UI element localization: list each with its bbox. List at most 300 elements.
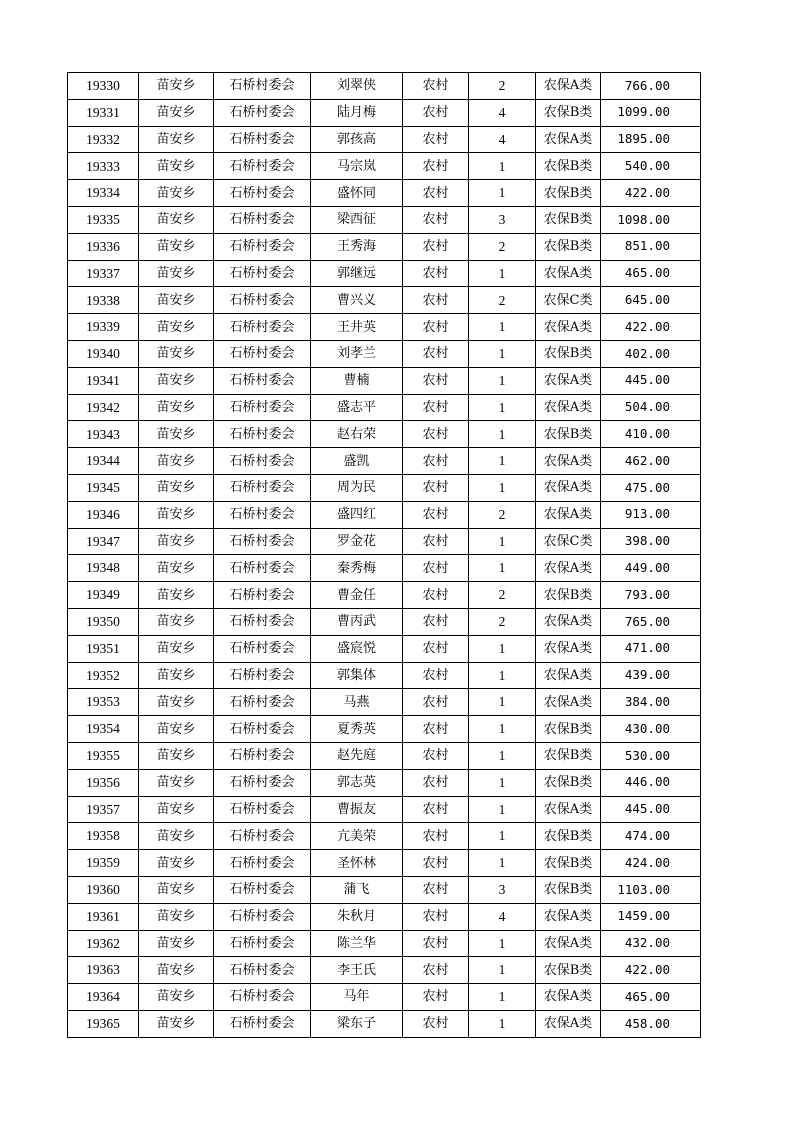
person-name-cell: 梁东子 [311,1010,403,1037]
amount-cell: 439.00 [601,662,701,689]
amount-cell: 465.00 [601,260,701,287]
township-cell: 苗安乡 [139,233,214,260]
insurance-category-cell: 农保A类 [536,501,601,528]
insurance-category-cell: 农保A类 [536,126,601,153]
record-id-cell: 19352 [68,662,139,689]
table-row [68,180,701,207]
area-type-cell: 农村 [403,1010,469,1037]
table-row [68,555,701,582]
township-cell: 苗安乡 [139,957,214,984]
table-row [68,394,701,421]
person-name-cell: 刘孝兰 [311,340,403,367]
area-type-cell: 农村 [403,73,469,100]
village-committee-cell: 石桥村委会 [214,957,311,984]
person-name-cell: 郭继远 [311,260,403,287]
household-count-cell: 1 [469,421,536,448]
table-row [68,126,701,153]
area-type-cell: 农村 [403,635,469,662]
village-committee-cell: 石桥村委会 [214,367,311,394]
village-committee-cell: 石桥村委会 [214,474,311,501]
area-type-cell: 农村 [403,206,469,233]
amount-cell: 410.00 [601,421,701,448]
person-name-cell: 盛凯 [311,448,403,475]
village-committee-cell: 石桥村委会 [214,769,311,796]
record-id-cell: 19332 [68,126,139,153]
township-cell: 苗安乡 [139,876,214,903]
village-committee-cell: 石桥村委会 [214,635,311,662]
household-count-cell: 1 [469,930,536,957]
area-type-cell: 农村 [403,582,469,609]
person-name-cell: 曹金任 [311,582,403,609]
area-type-cell: 农村 [403,984,469,1011]
township-cell: 苗安乡 [139,662,214,689]
insurance-category-cell: 农保B类 [536,206,601,233]
record-id-cell: 19333 [68,153,139,180]
person-name-cell: 周为民 [311,474,403,501]
township-cell: 苗安乡 [139,689,214,716]
area-type-cell: 农村 [403,850,469,877]
village-committee-cell: 石桥村委会 [214,99,311,126]
amount-cell: 422.00 [601,957,701,984]
household-count-cell: 1 [469,260,536,287]
insurance-category-cell: 农保B类 [536,957,601,984]
area-type-cell: 农村 [403,796,469,823]
insurance-category-cell: 农保B类 [536,180,601,207]
record-id-cell: 19349 [68,582,139,609]
village-committee-cell: 石桥村委会 [214,850,311,877]
township-cell: 苗安乡 [139,555,214,582]
amount-cell: 530.00 [601,742,701,769]
table-row [68,984,701,1011]
township-cell: 苗安乡 [139,635,214,662]
person-name-cell: 盛宸悦 [311,635,403,662]
table-row [68,769,701,796]
household-count-cell: 1 [469,474,536,501]
insurance-category-cell: 农保A类 [536,448,601,475]
township-cell: 苗安乡 [139,367,214,394]
insurance-category-cell: 农保A类 [536,662,601,689]
person-name-cell: 刘翠侠 [311,73,403,100]
township-cell: 苗安乡 [139,73,214,100]
township-cell: 苗安乡 [139,314,214,341]
amount-cell: 1103.00 [601,876,701,903]
amount-cell: 462.00 [601,448,701,475]
township-cell: 苗安乡 [139,984,214,1011]
township-cell: 苗安乡 [139,501,214,528]
amount-cell: 765.00 [601,608,701,635]
household-count-cell: 2 [469,608,536,635]
table-row [68,823,701,850]
amount-cell: 1895.00 [601,126,701,153]
amount-cell: 645.00 [601,287,701,314]
roster-table [67,72,701,1038]
amount-cell: 430.00 [601,716,701,743]
table-row [68,957,701,984]
table-row [68,233,701,260]
person-name-cell: 盛四红 [311,501,403,528]
area-type-cell: 农村 [403,501,469,528]
record-id-cell: 19364 [68,984,139,1011]
township-cell: 苗安乡 [139,260,214,287]
insurance-category-cell: 农保B类 [536,742,601,769]
household-count-cell: 1 [469,528,536,555]
area-type-cell: 农村 [403,260,469,287]
table-row [68,930,701,957]
household-count-cell: 1 [469,367,536,394]
record-id-cell: 19343 [68,421,139,448]
household-count-cell: 2 [469,73,536,100]
village-committee-cell: 石桥村委会 [214,287,311,314]
amount-cell: 471.00 [601,635,701,662]
amount-cell: 1098.00 [601,206,701,233]
insurance-category-cell: 农保B类 [536,582,601,609]
village-committee-cell: 石桥村委会 [214,501,311,528]
area-type-cell: 农村 [403,367,469,394]
household-count-cell: 2 [469,287,536,314]
insurance-category-cell: 农保B类 [536,153,601,180]
amount-cell: 449.00 [601,555,701,582]
area-type-cell: 农村 [403,287,469,314]
insurance-category-cell: 农保A类 [536,555,601,582]
record-id-cell: 19339 [68,314,139,341]
insurance-category-cell: 农保A类 [536,635,601,662]
table-row [68,742,701,769]
insurance-category-cell: 农保A类 [536,984,601,1011]
amount-cell: 913.00 [601,501,701,528]
table-row [68,582,701,609]
amount-cell: 851.00 [601,233,701,260]
township-cell: 苗安乡 [139,1010,214,1037]
area-type-cell: 农村 [403,555,469,582]
household-count-cell: 1 [469,314,536,341]
table-row [68,367,701,394]
person-name-cell: 曹振友 [311,796,403,823]
township-cell: 苗安乡 [139,796,214,823]
table-row [68,1010,701,1037]
insurance-category-cell: 农保A类 [536,367,601,394]
household-count-cell: 3 [469,876,536,903]
area-type-cell: 农村 [403,421,469,448]
household-count-cell: 2 [469,501,536,528]
table-row [68,448,701,475]
record-id-cell: 19365 [68,1010,139,1037]
township-cell: 苗安乡 [139,608,214,635]
area-type-cell: 农村 [403,769,469,796]
household-count-cell: 1 [469,796,536,823]
insurance-category-cell: 农保B类 [536,876,601,903]
record-id-cell: 19359 [68,850,139,877]
village-committee-cell: 石桥村委会 [214,608,311,635]
insurance-category-cell: 农保A类 [536,796,601,823]
table-row [68,153,701,180]
insurance-category-cell: 农保A类 [536,394,601,421]
person-name-cell: 曹丙武 [311,608,403,635]
table-row [68,421,701,448]
household-count-cell: 4 [469,903,536,930]
table-row [68,716,701,743]
household-count-cell: 2 [469,233,536,260]
household-count-cell: 2 [469,582,536,609]
amount-cell: 474.00 [601,823,701,850]
insurance-category-cell: 农保A类 [536,930,601,957]
area-type-cell: 农村 [403,930,469,957]
village-committee-cell: 石桥村委会 [214,662,311,689]
village-committee-cell: 石桥村委会 [214,876,311,903]
person-name-cell: 马燕 [311,689,403,716]
household-count-cell: 1 [469,984,536,1011]
area-type-cell: 农村 [403,394,469,421]
person-name-cell: 郭孩高 [311,126,403,153]
amount-cell: 424.00 [601,850,701,877]
person-name-cell: 盛怀同 [311,180,403,207]
area-type-cell: 农村 [403,608,469,635]
household-count-cell: 1 [469,957,536,984]
amount-cell: 432.00 [601,930,701,957]
township-cell: 苗安乡 [139,769,214,796]
record-id-cell: 19350 [68,608,139,635]
township-cell: 苗安乡 [139,528,214,555]
village-committee-cell: 石桥村委会 [214,1010,311,1037]
record-id-cell: 19346 [68,501,139,528]
township-cell: 苗安乡 [139,180,214,207]
table-row [68,260,701,287]
village-committee-cell: 石桥村委会 [214,206,311,233]
person-name-cell: 盛志平 [311,394,403,421]
amount-cell: 540.00 [601,153,701,180]
person-name-cell: 秦秀梅 [311,555,403,582]
area-type-cell: 农村 [403,340,469,367]
household-count-cell: 1 [469,1010,536,1037]
township-cell: 苗安乡 [139,153,214,180]
household-count-cell: 1 [469,662,536,689]
record-id-cell: 19361 [68,903,139,930]
township-cell: 苗安乡 [139,850,214,877]
village-committee-cell: 石桥村委会 [214,689,311,716]
record-id-cell: 19342 [68,394,139,421]
table-row [68,608,701,635]
household-count-cell: 3 [469,206,536,233]
village-committee-cell: 石桥村委会 [214,73,311,100]
amount-cell: 446.00 [601,769,701,796]
record-id-cell: 19351 [68,635,139,662]
person-name-cell: 陆月梅 [311,99,403,126]
record-id-cell: 19340 [68,340,139,367]
record-id-cell: 19337 [68,260,139,287]
amount-cell: 793.00 [601,582,701,609]
amount-cell: 1459.00 [601,903,701,930]
village-committee-cell: 石桥村委会 [214,394,311,421]
record-id-cell: 19331 [68,99,139,126]
person-name-cell: 蒲飞 [311,876,403,903]
township-cell: 苗安乡 [139,394,214,421]
amount-cell: 445.00 [601,367,701,394]
village-committee-cell: 石桥村委会 [214,742,311,769]
village-committee-cell: 石桥村委会 [214,421,311,448]
insurance-category-cell: 农保A类 [536,474,601,501]
table-row [68,340,701,367]
person-name-cell: 罗金花 [311,528,403,555]
person-name-cell: 陈兰华 [311,930,403,957]
village-committee-cell: 石桥村委会 [214,180,311,207]
person-name-cell: 圣怀林 [311,850,403,877]
table-row [68,903,701,930]
area-type-cell: 农村 [403,233,469,260]
area-type-cell: 农村 [403,742,469,769]
record-id-cell: 19335 [68,206,139,233]
township-cell: 苗安乡 [139,903,214,930]
record-id-cell: 19345 [68,474,139,501]
table-row [68,99,701,126]
table-row [68,528,701,555]
area-type-cell: 农村 [403,153,469,180]
area-type-cell: 农村 [403,716,469,743]
amount-cell: 504.00 [601,394,701,421]
person-name-cell: 曹楠 [311,367,403,394]
roster-body [68,73,701,1038]
amount-cell: 422.00 [601,180,701,207]
record-id-cell: 19344 [68,448,139,475]
household-count-cell: 1 [469,850,536,877]
area-type-cell: 农村 [403,448,469,475]
amount-cell: 465.00 [601,984,701,1011]
township-cell: 苗安乡 [139,206,214,233]
person-name-cell: 王秀海 [311,233,403,260]
person-name-cell: 曹兴义 [311,287,403,314]
household-count-cell: 1 [469,448,536,475]
township-cell: 苗安乡 [139,448,214,475]
township-cell: 苗安乡 [139,340,214,367]
village-committee-cell: 石桥村委会 [214,126,311,153]
household-count-cell: 4 [469,126,536,153]
area-type-cell: 农村 [403,823,469,850]
household-count-cell: 4 [469,99,536,126]
area-type-cell: 农村 [403,957,469,984]
amount-cell: 766.00 [601,73,701,100]
township-cell: 苗安乡 [139,421,214,448]
household-count-cell: 1 [469,742,536,769]
area-type-cell: 农村 [403,314,469,341]
amount-cell: 384.00 [601,689,701,716]
village-committee-cell: 石桥村委会 [214,823,311,850]
insurance-category-cell: 农保A类 [536,260,601,287]
insurance-category-cell: 农保A类 [536,314,601,341]
household-count-cell: 1 [469,180,536,207]
village-committee-cell: 石桥村委会 [214,260,311,287]
record-id-cell: 19363 [68,957,139,984]
insurance-category-cell: 农保C类 [536,528,601,555]
person-name-cell: 梁西征 [311,206,403,233]
insurance-category-cell: 农保A类 [536,73,601,100]
amount-cell: 398.00 [601,528,701,555]
area-type-cell: 农村 [403,876,469,903]
insurance-category-cell: 农保B类 [536,823,601,850]
amount-cell: 458.00 [601,1010,701,1037]
village-committee-cell: 石桥村委会 [214,930,311,957]
person-name-cell: 朱秋月 [311,903,403,930]
record-id-cell: 19330 [68,73,139,100]
person-name-cell: 赵右荣 [311,421,403,448]
village-committee-cell: 石桥村委会 [214,153,311,180]
household-count-cell: 1 [469,689,536,716]
household-count-cell: 1 [469,769,536,796]
person-name-cell: 李王氏 [311,957,403,984]
record-id-cell: 19360 [68,876,139,903]
village-committee-cell: 石桥村委会 [214,984,311,1011]
amount-cell: 402.00 [601,340,701,367]
table-row [68,635,701,662]
record-id-cell: 19347 [68,528,139,555]
insurance-category-cell: 农保A类 [536,903,601,930]
insurance-category-cell: 农保B类 [536,850,601,877]
township-cell: 苗安乡 [139,823,214,850]
area-type-cell: 农村 [403,126,469,153]
person-name-cell: 郭集体 [311,662,403,689]
person-name-cell: 夏秀英 [311,716,403,743]
insurance-category-cell: 农保C类 [536,287,601,314]
insurance-category-cell: 农保B类 [536,99,601,126]
table-row [68,796,701,823]
record-id-cell: 19336 [68,233,139,260]
insurance-category-cell: 农保B类 [536,716,601,743]
township-cell: 苗安乡 [139,126,214,153]
township-cell: 苗安乡 [139,716,214,743]
table-row [68,876,701,903]
insurance-category-cell: 农保B类 [536,340,601,367]
insurance-category-cell: 农保A类 [536,608,601,635]
table-row [68,662,701,689]
record-id-cell: 19354 [68,716,139,743]
township-cell: 苗安乡 [139,742,214,769]
person-name-cell: 亢美荣 [311,823,403,850]
area-type-cell: 农村 [403,99,469,126]
amount-cell: 1099.00 [601,99,701,126]
insurance-category-cell: 农保A类 [536,1010,601,1037]
record-id-cell: 19338 [68,287,139,314]
village-committee-cell: 石桥村委会 [214,233,311,260]
record-id-cell: 19355 [68,742,139,769]
record-id-cell: 19362 [68,930,139,957]
table-row [68,73,701,100]
township-cell: 苗安乡 [139,99,214,126]
village-committee-cell: 石桥村委会 [214,903,311,930]
record-id-cell: 19348 [68,555,139,582]
table-row [68,501,701,528]
person-name-cell: 马年 [311,984,403,1011]
area-type-cell: 农村 [403,662,469,689]
person-name-cell: 赵先庭 [311,742,403,769]
area-type-cell: 农村 [403,689,469,716]
village-committee-cell: 石桥村委会 [214,582,311,609]
person-name-cell: 马宗岚 [311,153,403,180]
record-id-cell: 19353 [68,689,139,716]
amount-cell: 445.00 [601,796,701,823]
area-type-cell: 农村 [403,180,469,207]
household-count-cell: 1 [469,153,536,180]
household-count-cell: 1 [469,394,536,421]
insurance-category-cell: 农保B类 [536,769,601,796]
township-cell: 苗安乡 [139,287,214,314]
table-row [68,474,701,501]
household-count-cell: 1 [469,823,536,850]
table-row [68,314,701,341]
person-name-cell: 郭志英 [311,769,403,796]
record-id-cell: 19358 [68,823,139,850]
record-id-cell: 19356 [68,769,139,796]
table-row [68,689,701,716]
village-committee-cell: 石桥村委会 [214,528,311,555]
village-committee-cell: 石桥村委会 [214,314,311,341]
record-id-cell: 19341 [68,367,139,394]
